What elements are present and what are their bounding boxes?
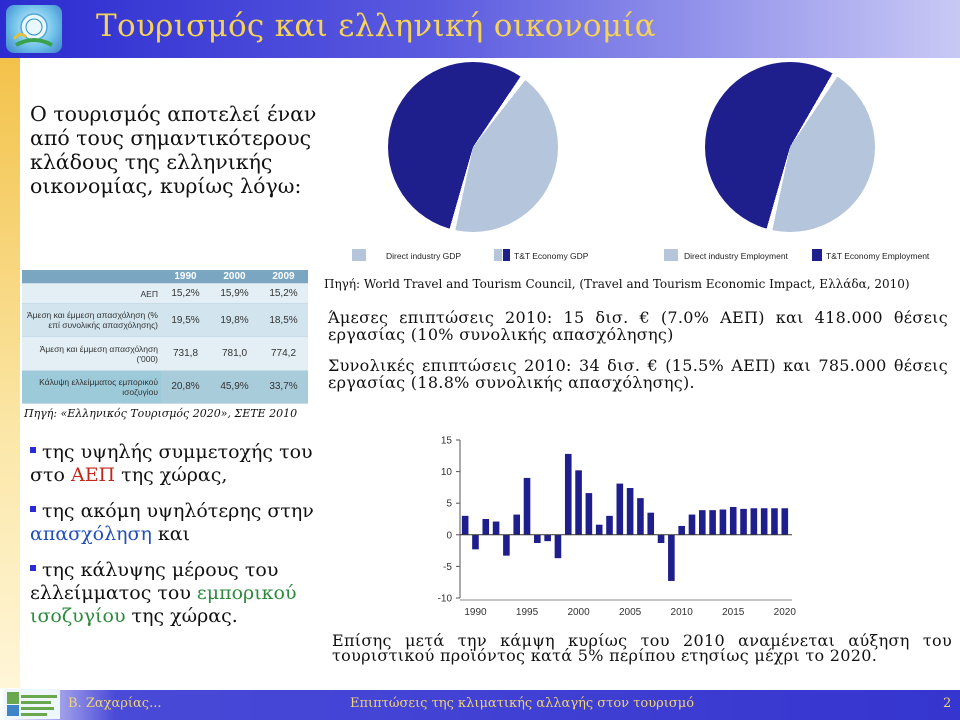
- row-label: Άμεση και έμμεση απασχόληση ('000): [22, 337, 161, 370]
- y-tick-label: 0: [446, 530, 452, 542]
- page-number: 2: [943, 696, 952, 711]
- footer-author: Β. Ζαχαρίας...: [68, 696, 162, 711]
- bar-2020: [781, 508, 788, 535]
- table-source: Πηγή: «Ελληνικός Τουρισμός 2020», ΣΕΤΕ 2010: [24, 407, 298, 420]
- table-row: [22, 370, 308, 403]
- bullet-gdp: [30, 441, 320, 487]
- legend-swatch-dark: [812, 249, 822, 261]
- row-label: ΑΕΠ: [22, 284, 161, 304]
- bar-2006: [637, 498, 644, 535]
- bullet-trade-balance: [30, 559, 320, 628]
- bullet-text: της χώρας.: [125, 605, 238, 627]
- table-cell: 15,9%: [210, 284, 259, 304]
- wttc-source: Πηγή: World Travel and Tourism Council, (Travel and Tourism Economic Impact, Ελλάδα, 2010): [324, 277, 910, 291]
- bar-2014: [720, 510, 727, 535]
- bar-2013: [709, 510, 716, 535]
- bar-2004: [617, 484, 624, 535]
- table-cell: 18,5%: [259, 304, 308, 337]
- y-tick-label: -5: [443, 561, 452, 573]
- bar-1990: [472, 535, 479, 550]
- table-row: [22, 337, 308, 370]
- bar-2007: [647, 513, 654, 535]
- x-tick-label: 2015: [722, 607, 745, 618]
- page-title: Τουρισμός και ελληνική οικονομία: [96, 8, 657, 44]
- bar-2003: [606, 516, 613, 535]
- table-cell: 15,2%: [259, 284, 308, 304]
- bullet-text: της ακόμη υψηλότερης στην: [42, 500, 314, 522]
- legend-label: T&T Economy GDP: [514, 251, 589, 261]
- x-tick-label: 1995: [515, 607, 539, 618]
- y-tick-label: -10: [437, 593, 452, 605]
- x-tick-label: 2020: [773, 607, 796, 618]
- bullet-text: και: [151, 523, 191, 545]
- legend-swatch-light: [494, 249, 502, 261]
- table-cell: 19,8%: [210, 304, 259, 337]
- bullet-keyword: απασχόληση: [30, 523, 152, 545]
- bar-2008: [658, 535, 665, 543]
- bullet-keyword: εμπορικού ισοζυγίου: [30, 582, 297, 627]
- left-decoration-band: [0, 58, 20, 688]
- y-tick-label: 15: [440, 435, 452, 447]
- y-tick-label: 5: [446, 498, 452, 510]
- table-cell: 45,9%: [210, 370, 259, 403]
- bullet-text: της χώρας,: [115, 464, 228, 486]
- bar-2009: [668, 535, 675, 581]
- bar-2011: [689, 515, 696, 535]
- bar-2018: [761, 508, 768, 535]
- bar-1996: [534, 535, 541, 543]
- growth-bar-chart: [420, 430, 800, 630]
- row-label: Άμεση και έμμεση απασχόληση (% επί συνολικής απασχόλησης): [22, 304, 161, 337]
- bar-1995: [524, 478, 531, 535]
- bar-1993: [503, 535, 510, 556]
- legend-swatch-light: [352, 249, 366, 261]
- x-tick-label: 1990: [464, 607, 487, 618]
- footer-logo-icon: [4, 689, 60, 719]
- pie-chart-employment: [705, 62, 875, 232]
- table-cell: 15,2%: [161, 284, 210, 304]
- table-cell: 33,7%: [259, 370, 308, 403]
- forecast-text: Επίσης μετά την κάμψη κυρίως του 2010 αναμένεται αύξηση του τουριστικού προϊόντος κατά 5% περίπου ετησίως μέχρι το 2020.: [332, 631, 952, 665]
- bullet-employment: [30, 500, 320, 546]
- bar-2019: [771, 508, 778, 535]
- table-cell: 781,0: [210, 337, 259, 370]
- table-row: [22, 284, 308, 304]
- bar-1998: [555, 535, 562, 558]
- table-header-cell: 2009: [259, 270, 308, 284]
- bullet-square-icon: [30, 565, 36, 571]
- x-tick-label: 2000: [567, 607, 590, 618]
- y-tick-label: 10: [440, 467, 452, 479]
- tourism-stats-table: [22, 270, 308, 404]
- footer-subtitle: Επιπτώσεις της κλιματικής αλλαγής στον τουρισμό: [350, 696, 695, 711]
- bar-2000: [575, 470, 582, 534]
- legend-label: Direct industry Employment: [684, 251, 788, 261]
- bar-1989: [462, 516, 469, 535]
- x-tick-label: 2010: [670, 607, 693, 618]
- table-header-cell: 2000: [210, 270, 259, 284]
- intro-text: Ο τουρισμός αποτελεί έναν από τους σημαντικότερους κλάδους της ελληνικής οικονομίας, κυρίως λόγω:: [30, 102, 317, 198]
- bar-1992: [493, 522, 500, 535]
- bar-2005: [627, 488, 634, 535]
- legend-label: T&T Economy Employment: [826, 251, 930, 261]
- bullet-keyword: ΑΕΠ: [70, 464, 116, 486]
- table-cell: 20,8%: [161, 370, 210, 403]
- bar-2015: [730, 507, 737, 535]
- bar-1999: [565, 454, 572, 535]
- pie-chart-gdp: [388, 62, 558, 232]
- row-label: Κάλυψη ελλείμματος εμπορικού ισοζυγίου: [22, 370, 161, 403]
- table-header-row: [22, 270, 308, 284]
- bar-1991: [482, 519, 489, 535]
- bar-2002: [596, 525, 603, 535]
- legend-swatch-light: [664, 249, 678, 261]
- bullet-square-icon: [30, 506, 36, 512]
- bullet-square-icon: [30, 447, 36, 453]
- table-cell: 731,8: [161, 337, 210, 370]
- x-tick-label: 2005: [618, 607, 642, 618]
- legend-label: Direct industry GDP: [386, 251, 462, 261]
- total-impact-text: Συνολικές επιπτώσεις 2010: 34 δισ. € (15.5% ΑΕΠ) και 785.000 θέσεις εργασίας (18.8% συνολικής απασχόλησης).: [328, 356, 948, 392]
- bar-2010: [678, 526, 685, 535]
- table-row: [22, 304, 308, 337]
- table-cell: 774,2: [259, 337, 308, 370]
- bar-2017: [751, 508, 758, 535]
- bullet-text: της υψηλής συμμετοχής του στο: [30, 441, 313, 486]
- table-header-cell: 1990: [161, 270, 210, 284]
- bar-2012: [699, 510, 706, 535]
- direct-impact-text: Άμεσες επιπτώσεις 2010: 15 δισ. € (7.0% ΑΕΠ) και 418.000 θέσεις εργασίας (10% συνολικής απασχόλησης): [328, 308, 948, 344]
- logo-icon: [6, 5, 62, 53]
- bar-2016: [740, 509, 747, 535]
- legend-swatch-dark: [503, 249, 510, 261]
- bullet-text: της κάλυψης μέρους του ελλείμματος του: [30, 559, 279, 604]
- table-cell: 19,5%: [161, 304, 210, 337]
- table-header-cell: [22, 270, 161, 284]
- bar-1994: [513, 515, 520, 535]
- bar-1997: [544, 535, 551, 541]
- bar-2001: [586, 493, 593, 535]
